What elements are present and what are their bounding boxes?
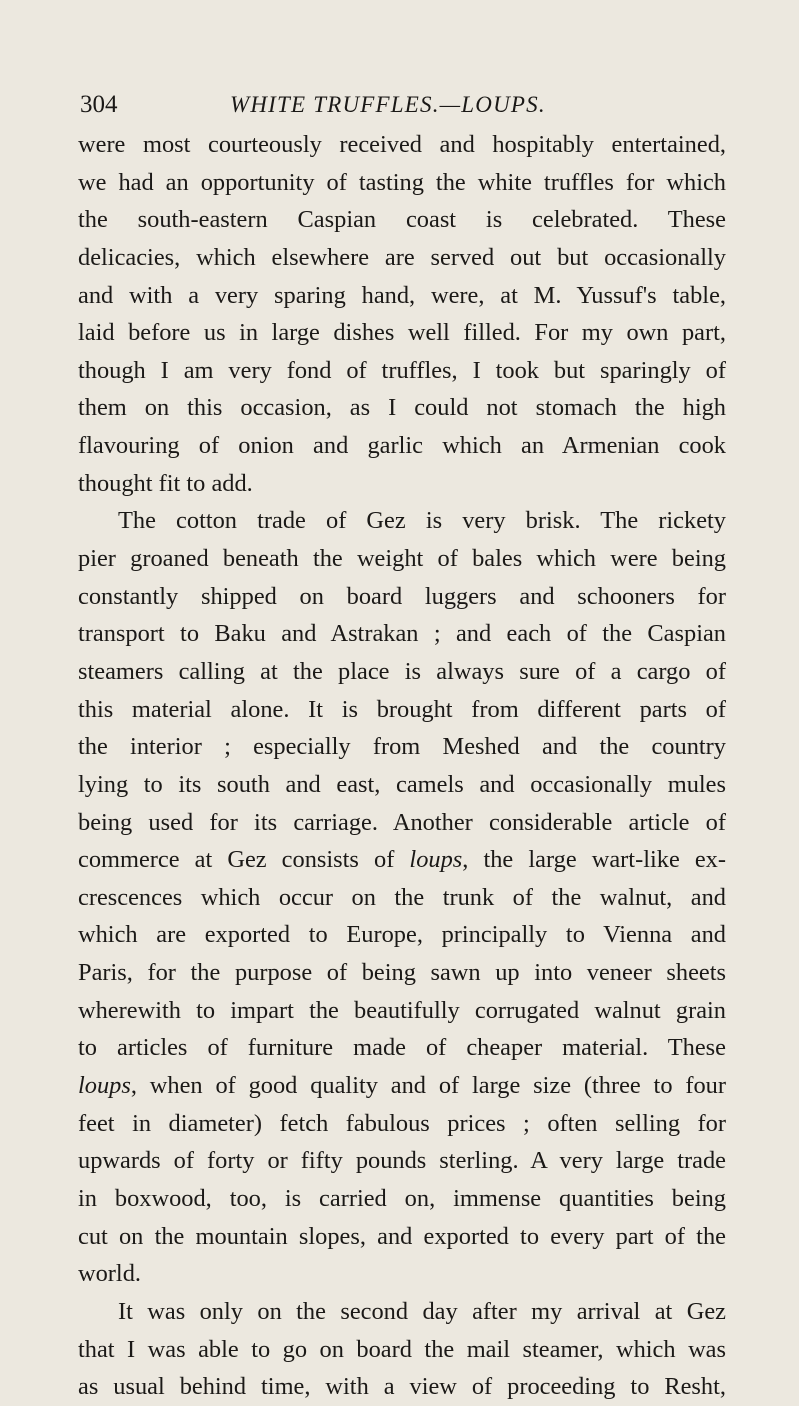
text-line: world. bbox=[78, 1260, 142, 1288]
text-line: cut on the mountain slopes, and exported to every part of the bbox=[78, 1222, 726, 1250]
page-header bbox=[80, 90, 720, 120]
text-segment: commerce at Gez consists of bbox=[78, 846, 410, 874]
text-line: crescences which occur on the trunk of the walnut, and bbox=[78, 883, 726, 911]
body-text bbox=[78, 126, 726, 1406]
text-segment: , when of good quality and of large size (three to four bbox=[130, 1072, 726, 1100]
text-line: the interior ; especially from Meshed and the country bbox=[78, 733, 726, 761]
italic-word-loups: loups bbox=[409, 846, 463, 874]
page-number: 304 bbox=[80, 91, 118, 118]
running-title: WHITE TRUFFLES.—LOUPS. bbox=[230, 92, 546, 117]
text-line: thought fit to add. bbox=[78, 469, 253, 497]
text-line: and with a very sparing hand, were, at M. Yussuf's table, bbox=[78, 281, 726, 309]
italic-word-loups: loups bbox=[78, 1072, 131, 1100]
text-line: laid before us in large dishes well filled. For my own part, bbox=[78, 319, 726, 347]
text-line: pier groaned beneath the weight of bales which were being bbox=[78, 545, 726, 573]
text-line bbox=[78, 841, 726, 879]
text-line: which are exported to Europe, principally to Vienna and bbox=[78, 921, 726, 949]
text-line: feet in diameter) fetch fabulous prices ; often selling for bbox=[78, 1109, 726, 1137]
text-line: them on this occasion, as I could not stomach the high bbox=[78, 394, 726, 422]
text-line: to articles of furniture made of cheaper material. These bbox=[78, 1034, 726, 1062]
text-line: were most courteously received and hospitably entertained, bbox=[78, 131, 726, 158]
text-line: in boxwood, too, is carried on, immense quantities being bbox=[78, 1184, 726, 1212]
text-line: Paris, for the purpose of being sawn up into veneer sheets bbox=[78, 959, 726, 987]
text-line: delicacies, which elsewhere are served out but occasionally bbox=[78, 243, 726, 271]
text-line: though I am very fond of truffles, I took but sparingly of bbox=[78, 356, 726, 384]
text-line: we had an opportunity of tasting the white truffles for which bbox=[78, 168, 726, 196]
text-line: It was only on the second day after my arrival at Gez bbox=[118, 1297, 726, 1325]
text-segment: , the large wart-like ex- bbox=[462, 846, 726, 874]
text-line: wherewith to impart the beautifully corrugated walnut grain bbox=[78, 996, 726, 1024]
text-line: constantly shipped on board luggers and schooners for bbox=[78, 582, 726, 610]
text-line: that I was able to go on board the mail steamer, which was bbox=[78, 1335, 726, 1363]
text-line: transport to Baku and Astrakan ; and each of the Caspian bbox=[78, 620, 726, 648]
text-line: steamers calling at the place is always sure of a cargo of bbox=[78, 657, 726, 685]
text-line: being used for its carriage. Another considerable article of bbox=[78, 808, 726, 836]
text-line bbox=[78, 1067, 726, 1105]
text-line: as usual behind time, with a view of proceeding to Resht, bbox=[78, 1373, 726, 1401]
text-line: the south-eastern Caspian coast is celebrated. These bbox=[78, 206, 726, 234]
text-line: The cotton trade of Gez is very brisk. The rickety bbox=[118, 507, 726, 535]
text-line: this material alone. It is brought from different parts of bbox=[78, 695, 726, 723]
text-line: flavouring of onion and garlic which an Armenian cook bbox=[78, 432, 726, 460]
text-line: lying to its south and east, camels and occasionally mules bbox=[78, 770, 726, 798]
text-line: upwards of forty or fifty pounds sterling. A very large trade bbox=[78, 1147, 726, 1175]
